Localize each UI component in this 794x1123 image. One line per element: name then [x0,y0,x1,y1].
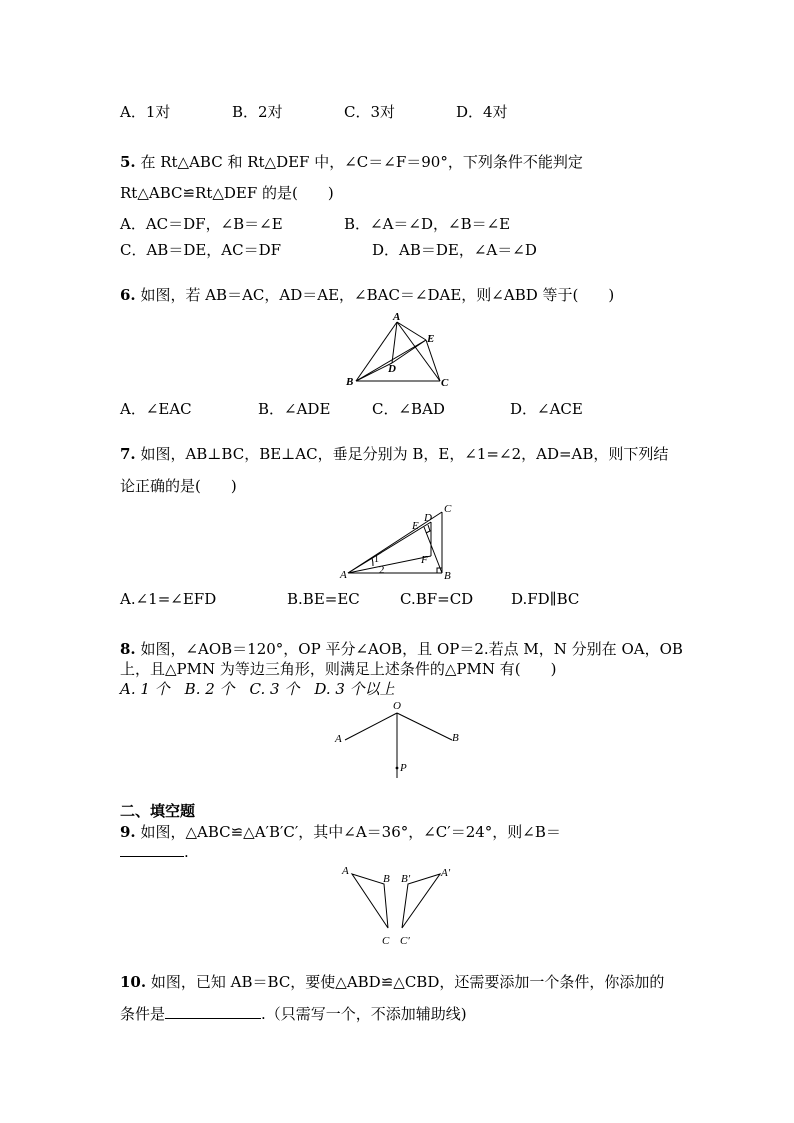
q9-answer-blank[interactable] [120,856,184,857]
q4-option-a: A．1对 [120,103,171,121]
q6-label-d: D [388,363,396,375]
q4-option-d: D．4对 [456,103,508,121]
q4-option-b: B．2对 [232,103,283,121]
q9-stem-line1 [120,822,680,842]
q6-segment-ec [426,340,440,381]
q7-option-c: C.BF=CD [400,590,474,608]
q6-label-e: E [427,333,435,345]
q6-option-b: B．∠ADE [258,400,331,418]
q10-answer-suffix: .（只需写一个，不添加辅助线) [261,1005,467,1023]
q9-end-period: . [184,843,189,861]
q7-label-d: D [424,512,432,524]
q8-stem-text1: 如图，∠AOB＝120°，OP 平分∠AOB，且 OP＝2.若点 M，N 分别在 OA，OB [140,640,683,658]
q9-answer-line [120,842,680,862]
q8-ray-ob [397,713,452,740]
q7-label-angle-1: 1 [374,554,379,565]
q7-stem-text1: 如图，AB⊥BC，BE⊥AC，垂足分别为 B，E，∠1=∠2，AD=AB，则下列结 [140,445,669,463]
q8-options: A. 1 个 B. 2 个 C. 3 个 D. 3 个以上 [120,680,395,698]
q7-label-f: F [421,554,428,566]
q7-segment-be [424,527,442,573]
q5-option-b: B．∠A＝∠D，∠B＝∠E [344,215,511,233]
q9-label-a-prime: A′ [441,867,451,879]
q8-label-p: P [400,762,407,774]
q6-label-c: C [441,377,449,389]
q7-option-b: B.BE=EC [287,590,360,608]
section-fill-in-blank-title: 二、填空题 [120,802,196,820]
q7-label-c: C [444,503,452,515]
q9-label-b: B [383,873,390,885]
q7-stem-line1 [120,444,680,464]
q6-segment-ac [397,322,440,381]
q6-label-b: B [346,376,354,388]
q5-option-c: C．AB＝DE，AC＝DF [120,241,282,259]
q5-stem-text1: 在 Rt△ABC 和 Rt△DEF 中，∠C＝∠F＝90°，下列条件不能判定 [140,153,583,171]
q6-stem-line1 [120,285,680,305]
q4-option-c: C．3对 [344,103,396,121]
q9-figure [338,862,458,950]
q9-label-b-prime: B′ [401,873,411,885]
q6-stem-text: 如图，若 AB＝AC，AD＝AE，∠BAC＝∠DAE，则∠ABD 等于( ) [140,286,615,304]
q8-label-a: A [335,733,342,745]
q10-stem-line2 [120,1004,680,1024]
q10-number: 10. [120,973,147,991]
q7-option-a: A.∠1=∠EFD [120,590,217,608]
q7-label-a: A [340,569,347,581]
q7-right-angle-e [426,525,430,533]
q8-stem-line2: 上，且△PMN 为等边三角形，则满足上述条件的△PMN 有( ) [120,660,557,678]
q8-ray-oa [345,713,397,740]
q7-stem-line2: 论正确的是( ) [120,477,237,495]
q5-option-a: A．AC＝DF，∠B＝∠E [120,215,283,233]
q6-segment-ae [397,322,426,340]
q10-answer-blank[interactable] [165,1018,261,1019]
q10-stem-text: 如图，已知 AB＝BC，要使△ABD≌△CBD，还需要添加一个条件，你添加的 [150,973,665,991]
q6-option-d: D．∠ACE [510,400,583,418]
q9-label-c: C [382,935,390,947]
q8-number: 8. [120,640,136,658]
q8-figure [330,698,470,780]
q10-stem-line1 [120,972,680,992]
q7-number: 7. [120,445,136,463]
q6-number: 6. [120,286,136,304]
q6-label-a: A [393,311,401,323]
q10-answer-prefix: 条件是 [120,1005,166,1023]
q5-number: 5. [120,153,136,171]
q7-label-b: B [444,570,451,582]
q8-label-o: O [393,700,401,712]
q7-label-angle-2: 2 [379,564,385,576]
q8-label-b: B [452,732,459,744]
q7-label-e: E [412,520,419,532]
q6-option-a: A．∠EAC [120,400,192,418]
q7-figure [338,500,468,585]
q6-option-c: C．∠BAD [372,400,445,418]
q7-angle-1-arc [372,558,373,566]
q7-option-d: D.FD∥BC [511,590,580,608]
q6-figure [340,312,460,392]
q9-stem-text: 如图，△ABC≌△A′B′C′，其中∠A＝36°，∠C′＝24°，则∠B＝ [140,823,561,841]
q8-point-p [396,767,399,770]
q9-number: 9. [120,823,136,841]
q8-stem-line1 [120,639,683,659]
q5-option-d: D．AB＝DE，∠A＝∠D [372,241,537,259]
q9-label-a: A [342,865,349,877]
q5-stem-line2: Rt△ABC≌Rt△DEF 的是( ) [120,184,334,202]
q5-stem-line1 [120,152,680,172]
q9-label-c-prime: C′ [400,935,410,947]
